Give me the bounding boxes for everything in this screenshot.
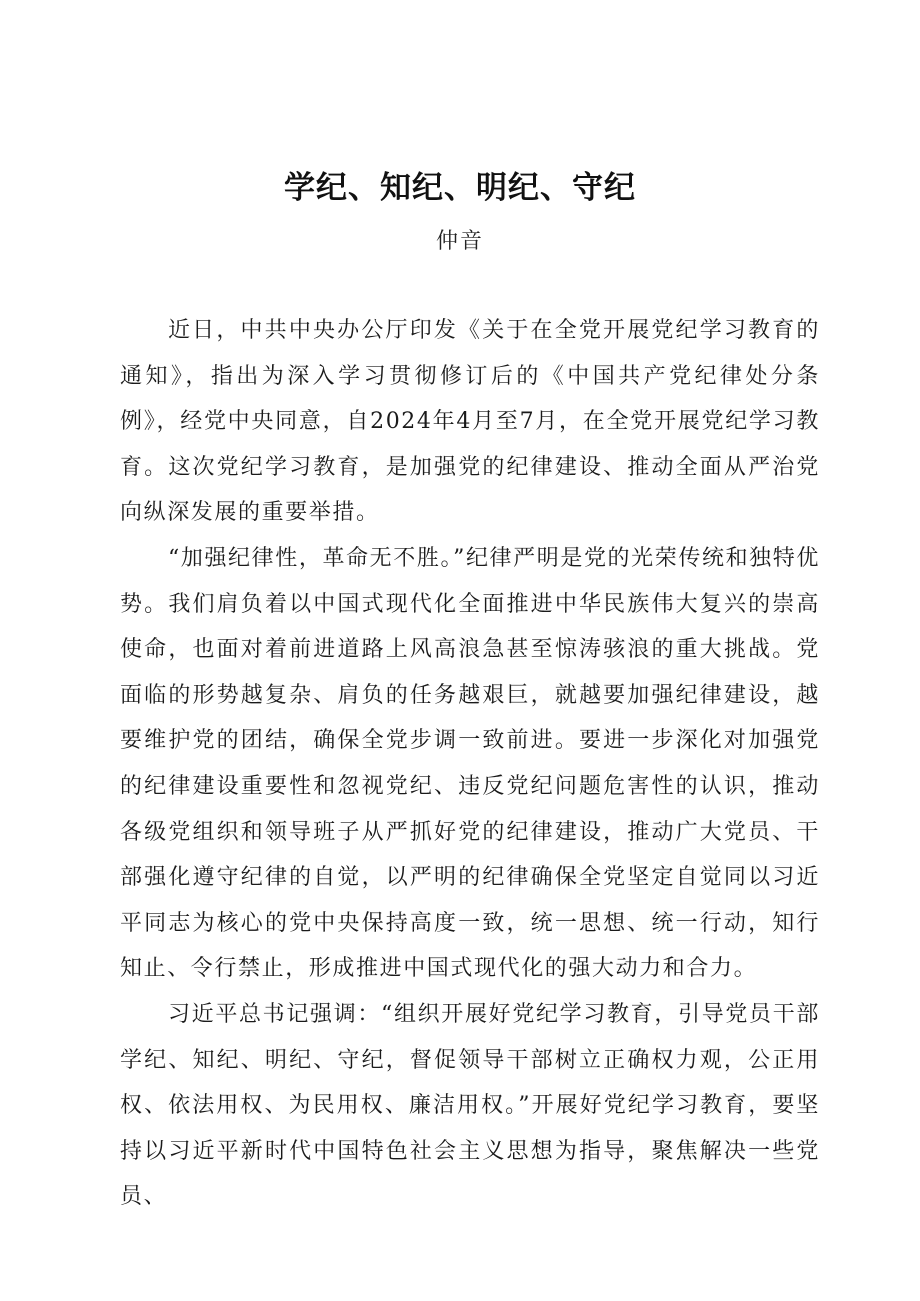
article-title: 学纪、知纪、明纪、守纪 <box>284 170 636 206</box>
paragraph: 习近平总书记强调：“组织开展好党纪学习教育，引导党员干部学纪、知纪、明纪、守纪，督促领导干部树立正确权力观，公正用权、依法用权、为民用权、廉洁用权。”开展好党纪学习教育，要坚持以习近平新时代中国特色社会主义思想为指导，聚焦解决一些党员、 <box>120 1001 820 1210</box>
paragraph: 近日，中共中央办公厅印发《关于在全党开展党纪学习教育的通知》，指出为深入学习贯彻修订后的《中国共产党纪律处分条例》，经党中央同意，自2024年4月至7月，在全党开展党纪学习教育。这次党纪学习教育，是加强党的纪律建设、推动全面从严治党向纵深发展的重要举措。 <box>120 318 820 526</box>
paragraph: “加强纪律性，革命无不胜。”纪律严明是党的光荣传统和独特优势。我们肩负着以中国式现代化全面推进中华民族伟大复兴的崇高使命，也面对着前进道路上风高浪急甚至惊涛骇浪的重大挑战。党面临的形势越复杂、肩负的任务越艰巨，就越要加强纪律建设，越要维护党的团结，确保全党步调一致前进。要进一步深化对加强党的纪律建设重要性和忽视党纪、违反党纪问题危害性的认识，推动各级党组织和领导班子从严抓好党的纪律建设，推动广大党员、干部强化遵守纪律的自觉，以严明的纪律确保全党坚定自觉同以习近平同志为核心的党中央保持高度一致，统一思想、统一行动，知行知止、令行禁止，形成推进中国式现代化的强大动力和合力。 <box>120 545 820 982</box>
article-body <box>120 308 820 1220</box>
article-author: 仲音 <box>435 229 484 254</box>
